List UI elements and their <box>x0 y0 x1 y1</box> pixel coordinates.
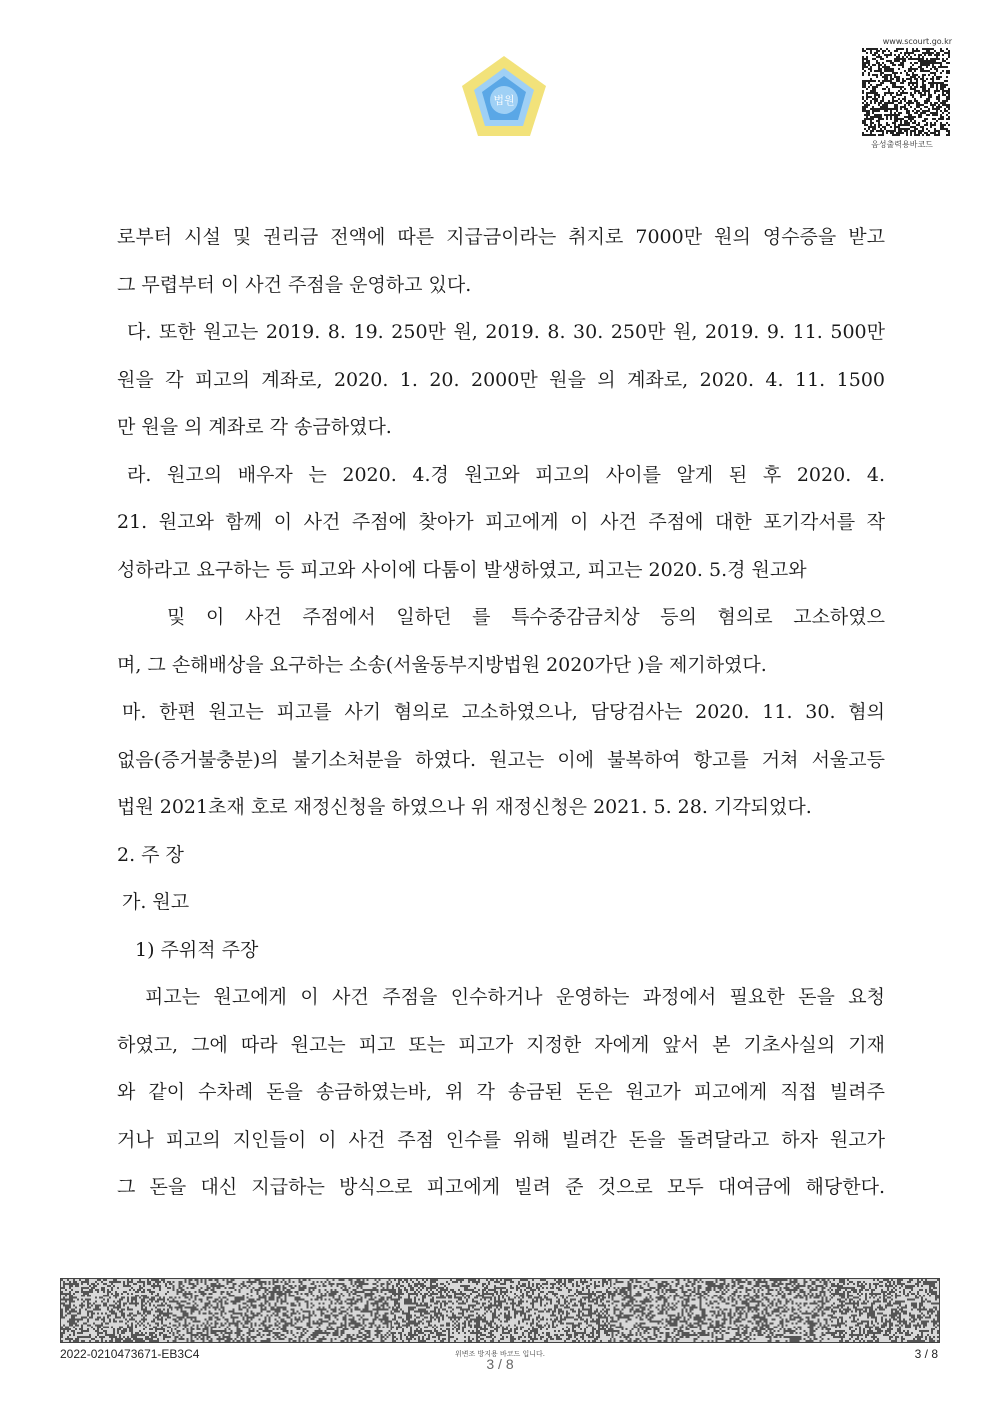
text-line: 없음(증거불충분)의 불기소처분을 하였다. 원고는 이에 불복하여 항고를 거쳐 서울고등 <box>117 748 885 771</box>
qr-caption: 음성출력용바코드 <box>871 140 933 149</box>
seal-text: 법원 <box>493 94 515 107</box>
text-line: 하였고, 그에 따라 원고는 피고 또는 피고가 지정한 자에게 앞서 본 기초사실의 기재 <box>117 1033 885 1056</box>
page-number-center: 3 / 8 <box>486 1356 514 1372</box>
text-line: 다. 또한 원고는 2019. 8. 19. 250만 원, 2019. 8. 30. 250만 원, 2019. 9. 11. 500만 <box>127 321 885 343</box>
text-line: 1) 주위적 주장 <box>135 938 259 961</box>
document-body <box>117 214 885 1212</box>
text-line: 원을 각 피고의 계좌로, 2020. 1. 20. 2000만 원을 의 계좌로, 2020. 4. 11. 1500 <box>117 368 885 391</box>
text-line: 피고는 원고에게 이 사건 주점을 인수하거나 운영하는 과정에서 필요한 돈을 요청 <box>145 986 885 1008</box>
text-line: 및 이 사건 주점에서 일하던 를 특수중감금치상 등의 혐의로 고소하였으 <box>167 606 885 628</box>
text-line: 로부터 시설 및 권리금 전액에 따른 지급금이라는 취지로 7000만 원의 영수증을 받고 <box>117 226 885 248</box>
document-id: 2022-0210473671-EB3C4 <box>60 1347 200 1361</box>
text-line: 와 같이 수차례 돈을 송금하였는바, 위 각 송금된 돈은 원고가 피고에게 직접 빌려주 <box>117 1081 885 1103</box>
anti-forgery-barcode <box>60 1278 940 1343</box>
text-line: 그 돈을 대신 지급하는 방식으로 피고에게 빌려 준 것으로 모두 대여금에 해당한다. <box>117 1176 885 1198</box>
text-line: 마. 한편 원고는 피고를 사기 혐의로 고소하였으나, 담당검사는 2020. 11. 30. 혐의 <box>122 701 885 723</box>
text-line: 법원 2021초재 호로 재정신청을 하였으나 위 재정신청은 2021. 5. 28. 기각되었다. <box>117 796 812 818</box>
text-line: 21. 원고와 함께 이 사건 주점에 찾아가 피고에게 이 사건 주점에 대한 포기각서를 작 <box>117 511 885 533</box>
barcode-notice: 위변조 방지용 바코드 입니다. <box>454 1350 546 1358</box>
text-line: 거나 피고의 지인들이 이 사건 주점 인수를 위해 빌려간 돈을 돌려달라고 하자 원고가 <box>117 1128 885 1151</box>
barcode-image <box>862 48 950 136</box>
text-line: 성하라고 요구하는 등 피고와 사이에 다툼이 발생하였고, 피고는 2020. 5.경 원고와 <box>117 558 807 581</box>
text-line: 며, 그 손해배상을 요구하는 소송(서울동부지방법원 2020가단 )을 제기하였다. <box>117 653 767 676</box>
text-line: 만 원을 의 계좌로 각 송금하였다. <box>117 416 392 438</box>
text-line: 가. 원고 <box>122 891 190 913</box>
court-seal-logo <box>458 52 550 144</box>
text-line: 라. 원고의 배우자 는 2020. 4.경 원고와 피고의 사이를 알게 된 후 2020. 4. <box>127 463 885 486</box>
page-number: 3 / 8 <box>914 1347 938 1361</box>
text-line: 그 무렵부터 이 사건 주점을 운영하고 있다. <box>117 273 472 296</box>
qr-url: www.scourt.go.kr <box>882 37 952 46</box>
text-line: 2. 주 장 <box>117 843 184 866</box>
